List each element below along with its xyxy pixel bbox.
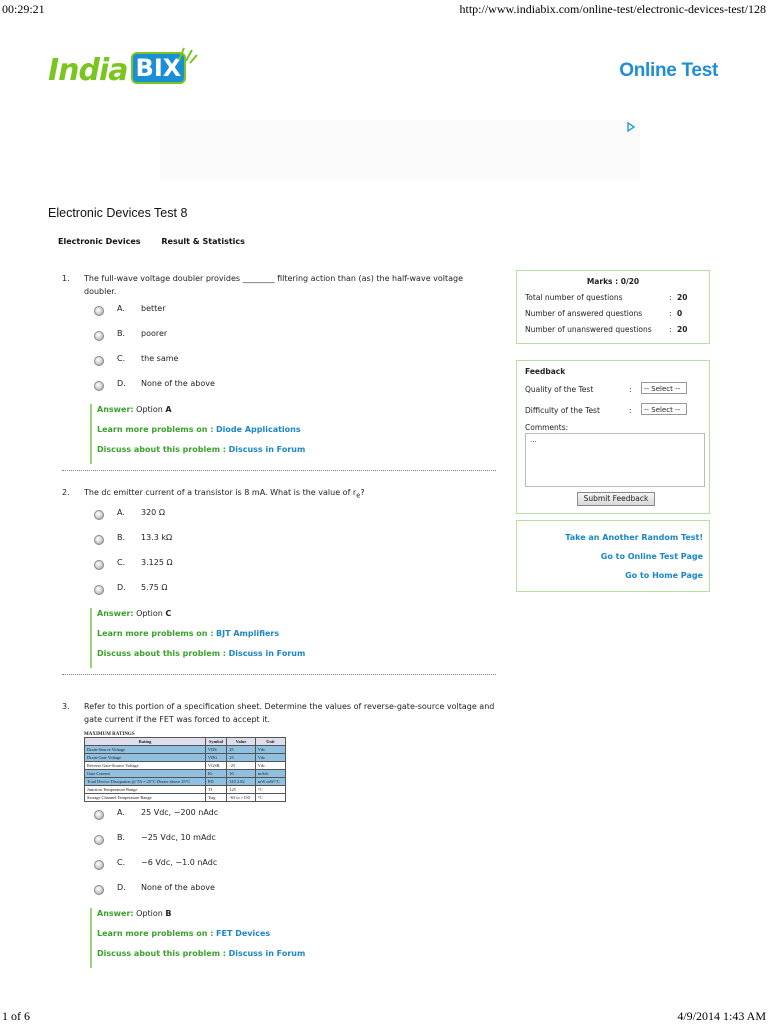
answer-line: Answer: Option B — [97, 909, 172, 918]
question-1 — [48, 262, 496, 470]
print-time: 00:29:21 — [2, 2, 45, 16]
ad-banner[interactable] — [160, 120, 640, 180]
radio-button[interactable] — [94, 331, 104, 341]
question-text: 2. The dc emitter current of a transistor is 8 mA. What is the value of $r_e$? — [62, 488, 365, 500]
question-3 — [48, 684, 496, 968]
discuss-line: Discuss about this problem : Discuss in Forum — [97, 649, 306, 658]
option-c[interactable]: C. 3.125 Ω — [48, 558, 496, 583]
feedback-title: Feedback — [525, 367, 566, 376]
tab-electronic-devices[interactable]: Electronic Devices — [58, 237, 141, 246]
discuss-link[interactable]: Discuss in Forum — [228, 949, 306, 958]
option-d[interactable]: D. None of the above — [48, 379, 496, 404]
radio-button[interactable] — [94, 510, 104, 520]
comments-textarea[interactable]: ... — [525, 433, 705, 487]
submit-feedback-button[interactable]: Submit Feedback — [577, 492, 655, 506]
question-number: 3. — [62, 702, 70, 711]
online-test-heading: Online Test — [619, 60, 718, 81]
radio-button[interactable] — [94, 885, 104, 895]
spec-row: Junction Temperature Range TJ 125 °C — [85, 786, 286, 794]
logo-spark-icon — [176, 46, 198, 68]
topic-link[interactable]: Diode Applications — [216, 425, 301, 434]
radio-button[interactable] — [94, 810, 104, 820]
question-number: 2. — [62, 488, 70, 497]
answer-line: Answer: Option C — [97, 609, 172, 618]
site-logo[interactable] — [48, 52, 186, 88]
spec-row: Drain-Source Voltage VDS 25 Vdc — [85, 746, 286, 754]
option-b[interactable]: B. −25 Vdc, 10 mAdc — [48, 833, 496, 858]
radio-button[interactable] — [94, 535, 104, 545]
spec-caption: MAXIMUM RATINGS — [84, 732, 135, 737]
option-a[interactable]: A. 25 Vdc, −200 nAdc — [48, 808, 496, 833]
comments-label: Comments: — [525, 423, 569, 432]
radio-button[interactable] — [94, 560, 104, 570]
page-count: 1 of 6 — [2, 1009, 30, 1023]
spec-row: Drain-Gate Voltage VDG 25 Vdc — [85, 754, 286, 762]
answer-line: Answer: Option A — [97, 405, 172, 414]
marks-panel — [516, 270, 710, 344]
option-a[interactable]: A. 320 Ω — [48, 508, 496, 533]
links-panel — [516, 520, 710, 592]
radio-button[interactable] — [94, 381, 104, 391]
spec-table — [84, 737, 286, 802]
learn-more-line: Learn more problems on : FET Devices — [97, 929, 271, 938]
online-test-page-link[interactable]: Go to Online Test Page — [600, 552, 703, 561]
spec-row: Total Device Dissipation @ TA = 25°C Derate above 25°C PD 310 2.82 mW mW/°C — [85, 778, 286, 786]
discuss-link[interactable]: Discuss in Forum — [228, 649, 306, 658]
topic-link[interactable]: FET Devices — [216, 929, 271, 938]
quality-label: Quality of the Test — [525, 385, 594, 394]
learn-more-line: Learn more problems on : Diode Applications — [97, 425, 301, 434]
radio-button[interactable] — [94, 306, 104, 316]
discuss-line: Discuss about this problem : Discuss in Forum — [97, 949, 306, 958]
feedback-panel: Feedback Quality of the Test : -- Select -- Difficulty of the Test : -- Select -- Comments: ... Submit Feedback — [516, 360, 710, 514]
logo-bix-text: BIX — [131, 52, 187, 84]
page-title: Electronic Devices Test 8 — [48, 206, 188, 220]
discuss-link[interactable]: Discuss in Forum — [228, 445, 306, 454]
tab-result-statistics[interactable]: Result & Statistics — [161, 237, 245, 246]
radio-button[interactable] — [94, 835, 104, 845]
option-b[interactable]: B. poorer — [48, 329, 496, 354]
marks-row: Number of answered questions : 0 — [525, 309, 683, 318]
home-page-link[interactable]: Go to Home Page — [625, 571, 703, 580]
marks-row: Total number of questions : 20 — [525, 293, 688, 302]
option-d[interactable]: D. None of the above — [48, 883, 496, 908]
question-2 — [48, 470, 496, 684]
learn-more-line: Learn more problems on : BJT Amplifiers — [97, 629, 280, 638]
question-separator — [62, 674, 496, 675]
difficulty-select[interactable]: -- Select -- — [641, 403, 687, 415]
spec-sheet-figure — [84, 732, 496, 802]
ad-choices-icon[interactable] — [626, 122, 636, 132]
spec-row: Gate Current IG 10 mAdc — [85, 770, 286, 778]
radio-button[interactable] — [94, 356, 104, 366]
tab-bar — [58, 237, 263, 246]
logo-india-text: India — [48, 53, 128, 88]
answer-block — [90, 908, 496, 968]
option-b[interactable]: B. 13.3 kΩ — [48, 533, 496, 558]
radio-button[interactable] — [94, 860, 104, 870]
print-url: http://www.indiabix.com/online-test/electronic-devices-test/128 — [459, 2, 766, 16]
option-a[interactable]: A. better — [48, 304, 496, 329]
answer-block — [90, 608, 496, 668]
radio-button[interactable] — [94, 585, 104, 595]
question-text: 3. Refer to this portion of a specification sheet. Determine the values of reverse-gate-source voltage and gate current if the FET was forced to accept it. — [62, 702, 495, 724]
spec-row: Storage Channel Temperature Range Tstg -65 to +150 °C — [85, 794, 286, 802]
spec-row: Reverse Gate-Source Voltage VGSR -25 Vdc — [85, 762, 286, 770]
topic-link[interactable]: BJT Amplifiers — [216, 629, 280, 638]
question-list — [48, 262, 496, 968]
answer-block — [90, 404, 496, 464]
quality-select[interactable]: -- Select -- — [641, 382, 687, 394]
marks-title: Marks : 0/20 — [586, 277, 640, 286]
marks-row: Number of unanswered questions : 20 — [525, 325, 688, 334]
discuss-line: Discuss about this problem : Discuss in Forum — [97, 445, 306, 454]
random-test-link[interactable]: Take an Another Random Test! — [565, 533, 703, 542]
spec-header-row: Rating Symbol Value Unit — [85, 738, 286, 746]
print-date: 4/9/2014 1:43 AM — [677, 1009, 766, 1023]
option-c[interactable]: C. the same — [48, 354, 496, 379]
option-d[interactable]: D. 5.75 Ω — [48, 583, 496, 608]
option-c[interactable]: C. −6 Vdc, −1.0 nAdc — [48, 858, 496, 883]
difficulty-label: Difficulty of the Test — [525, 406, 600, 415]
question-number: 1. — [62, 274, 70, 283]
question-text: 1. The full-wave voltage doubler provides ________ filtering action than (as) the half-wave voltage doubler. — [62, 274, 464, 296]
